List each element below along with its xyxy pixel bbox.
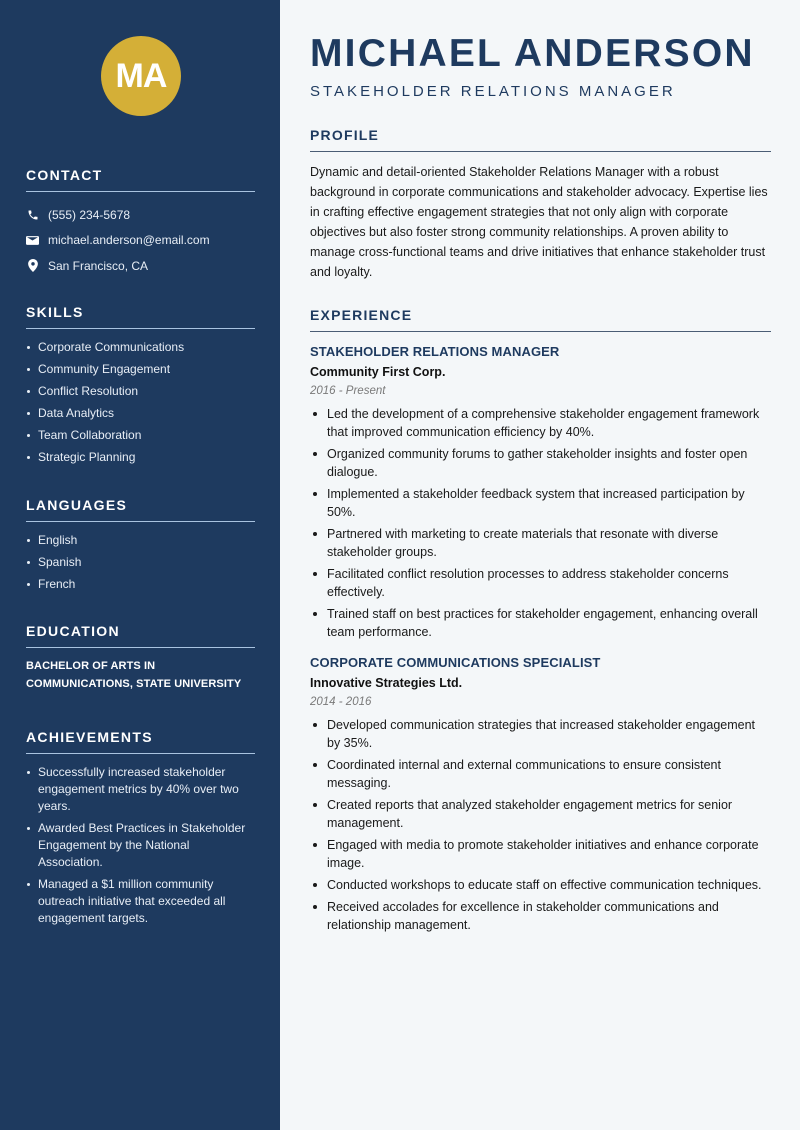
skill-item: Conflict Resolution [26,383,255,400]
candidate-name: MICHAEL ANDERSON [310,32,755,75]
contact-location [26,253,255,279]
job-bullet: Created reports that analyzed stakeholder engagement metrics for senior management. [310,796,771,832]
job-entry [310,344,771,641]
job-bullet: Facilitated conflict resolution processes to address stakeholder concerns effectively. [310,565,771,601]
profile-section [310,127,771,282]
job-bullet: Led the development of a comprehensive stakeholder engagement framework that improved communication efficiency by 40%. [310,405,771,441]
candidate-title: STAKEHOLDER RELATIONS MANAGER [310,83,676,100]
achievement-item: Successfully increased stakeholder engagement metrics by 40% over two years. [26,764,255,815]
job-bullet: Engaged with media to promote stakeholder initiatives and enhance corporate image. [310,836,771,872]
contact-location-text: San Francisco, CA [48,258,149,273]
language-item: Spanish [26,554,255,571]
job-company: Community First Corp. [310,365,446,379]
job-dates: 2014 - 2016 [310,696,372,708]
contact-phone-text: (555) 234-5678 [48,207,131,222]
experience-section [310,307,771,938]
achievement-item: Awarded Best Practices in Stakeholder Engagement by the National Association. [26,820,255,871]
profile-heading: PROFILE [310,127,771,152]
job-bullet: Coordinated internal and external communications to ensure consistent messaging. [310,756,771,792]
job-bullet: Partnered with marketing to create materials that resonate with diverse stakeholder groups. [310,525,771,561]
avatar [101,36,181,116]
skill-item: Data Analytics [26,405,255,422]
job-entry [310,655,771,934]
job-title: CORPORATE COMMUNICATIONS SPECIALIST [310,655,601,670]
job-bullet: Organized community forums to gather stakeholder insights and foster open dialogue. [310,445,771,481]
achievement-item: Managed a $1 million community outreach initiative that exceeded all engagement targets. [26,876,255,927]
contact-heading: CONTACT [26,167,255,192]
language-item: English [26,532,255,549]
sidebar [0,0,280,1130]
achievements-list [26,764,255,927]
contact-email-text: michael.anderson@email.com [48,233,210,248]
skills-heading: SKILLS [26,304,255,329]
achievements-section [26,729,255,932]
job-title: STAKEHOLDER RELATIONS MANAGER [310,344,560,359]
education-section [26,623,255,693]
skill-item: Strategic Planning [26,449,255,466]
languages-list [26,532,255,593]
languages-heading: LANGUAGES [26,497,255,522]
experience-heading: EXPERIENCE [310,307,771,332]
education-heading: EDUCATION [26,623,255,648]
email-icon [26,234,39,247]
skills-section [26,304,255,471]
skill-item: Community Engagement [26,361,255,378]
skill-item: Team Collaboration [26,427,255,444]
languages-section [26,497,255,598]
job-dates: 2016 - Present [310,385,386,397]
achievements-heading: ACHIEVEMENTS [26,729,255,754]
job-bullet: Received accolades for excellence in stakeholder communications and relationship management. [310,898,771,934]
avatar-initials: MA [115,56,167,95]
profile-text: Dynamic and detail-oriented Stakeholder Relations Manager with a robust background in corporate communications and stakeholder advocacy. Expertise lies in crafting effective engagement strategies that not only align with corporate objectives but also foster strong community relationships. A proven ability to manage cross-functional teams and drive initiatives that enhance stakeholder trust and loyalty. [310,165,768,279]
job-bullets [310,405,771,641]
education-degree: BACHELOR OF ARTS IN COMMUNICATIONS, STATE UNIVERSITY [26,660,242,690]
contact-email[interactable] [26,228,255,254]
skills-list [26,339,255,466]
skill-item: Corporate Communications [26,339,255,356]
job-bullet: Trained staff on best practices for stakeholder engagement, enhancing overall team performance. [310,605,771,641]
main-content [280,0,800,1130]
language-item: French [26,576,255,593]
job-bullet: Developed communication strategies that increased stakeholder engagement by 35%. [310,716,771,752]
job-bullets [310,716,771,934]
contact-section [26,167,255,279]
job-bullet: Conducted workshops to educate staff on effective communication techniques. [310,876,771,894]
contact-phone[interactable] [26,202,255,228]
job-company: Innovative Strategies Ltd. [310,676,463,690]
phone-icon [26,208,39,221]
location-pin-icon [26,259,39,272]
job-bullet: Implemented a stakeholder feedback system that increased participation by 50%. [310,485,771,521]
